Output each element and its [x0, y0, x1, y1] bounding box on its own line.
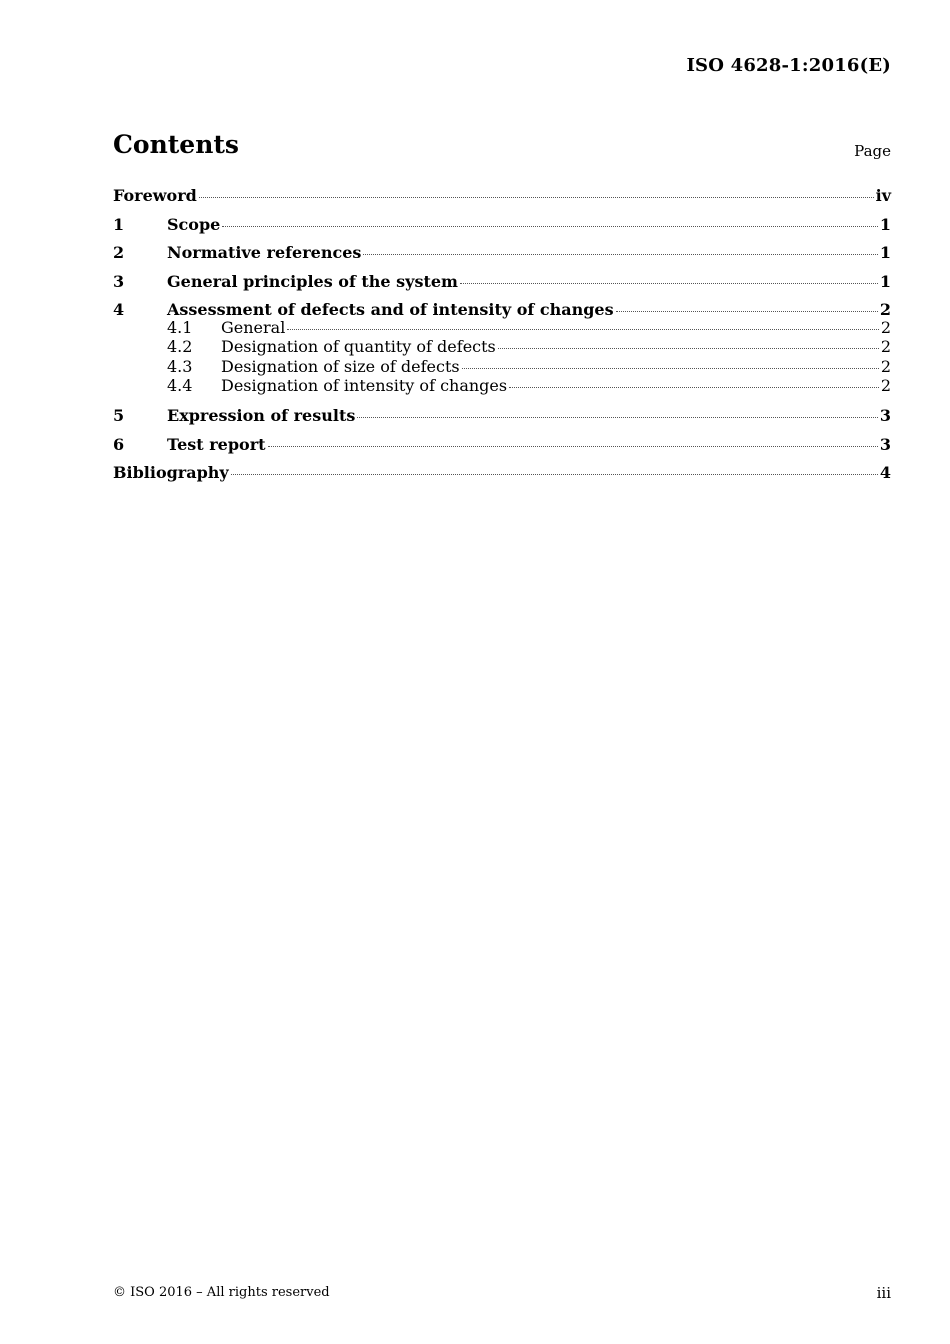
toc-entry-general-principles[interactable] — [113, 270, 891, 299]
dot-leader — [460, 283, 878, 284]
toc-entry-page: 1 — [879, 243, 891, 262]
toc-entry-expression-of-results[interactable] — [113, 404, 891, 433]
toc-entry-page: 2 — [879, 300, 891, 319]
footer-copyright: © ISO 2016 – All rights reserved — [113, 1285, 330, 1300]
toc-entry-page: 2 — [880, 318, 891, 337]
dot-leader — [616, 311, 878, 312]
toc-entry-label: Designation of intensity of changes — [221, 376, 508, 396]
toc-entry-label: Normative references — [167, 243, 362, 262]
toc-entry-page: 2 — [880, 376, 891, 396]
toc-entry-number: 4.1 — [167, 318, 193, 337]
toc-entry-page: 2 — [880, 356, 891, 376]
toc-entry-number: 5 — [113, 406, 125, 426]
toc-entry-number: 4.3 — [167, 356, 193, 376]
toc-entry-assessment-of-defects[interactable] — [113, 298, 891, 318]
toc-entry-label: Assessment of defects and of intensity of changes — [167, 300, 614, 319]
document-id: ISO 4628-1:2016(E) — [686, 55, 891, 76]
toc-entry-label: Designation of size of defects — [221, 356, 460, 376]
footer-page-number: iii — [876, 1284, 891, 1302]
dot-leader — [222, 226, 878, 227]
toc-entry-number: 1 — [113, 214, 125, 234]
toc-entry-number: 2 — [113, 243, 125, 262]
toc-entry-label: Bibliography — [113, 463, 229, 483]
dot-leader — [199, 197, 874, 198]
toc-entry-scope[interactable] — [113, 213, 891, 242]
toc-entry-page: 1 — [879, 214, 891, 234]
toc-entry-page: 3 — [879, 434, 891, 454]
dot-leader — [363, 254, 877, 255]
dot-leader — [462, 368, 879, 369]
toc-entry-foreword[interactable] — [113, 184, 891, 213]
toc-entry-number: 6 — [113, 434, 125, 454]
toc-entry-page: iv — [875, 186, 891, 205]
dot-leader — [498, 348, 879, 349]
contents-title: Contents — [113, 130, 240, 159]
toc-entry-test-report[interactable] — [113, 433, 891, 462]
toc-entry-label: Foreword — [113, 186, 197, 205]
toc-entry-page: 4 — [879, 463, 891, 483]
toc-entry-4-4-intensity-of-changes[interactable] — [113, 376, 891, 404]
dot-leader — [509, 387, 879, 388]
toc-entry-label: General principles of the system — [167, 271, 458, 291]
toc-entry-normative-references[interactable] — [113, 241, 891, 270]
toc-entry-4-2-quantity-of-defects[interactable] — [113, 337, 891, 356]
toc-entry-4-3-size-of-defects[interactable] — [113, 357, 891, 376]
toc-entry-label: Test report — [167, 434, 266, 454]
dot-leader — [357, 417, 878, 418]
toc-entry-number: 4 — [113, 300, 125, 319]
toc-entry-number: 3 — [113, 271, 125, 291]
toc-entry-page: 2 — [880, 337, 891, 357]
table-of-contents — [113, 184, 891, 490]
dot-leader — [287, 329, 878, 330]
toc-entry-number: 4.2 — [167, 337, 193, 357]
toc-entry-bibliography[interactable] — [113, 461, 891, 490]
page-column-label: Page — [854, 142, 891, 160]
toc-entry-label: Designation of quantity of defects — [221, 337, 496, 357]
toc-entry-page: 3 — [879, 406, 891, 426]
toc-entry-number: 4.4 — [167, 376, 193, 396]
toc-entry-label: Scope — [167, 214, 221, 234]
dot-leader — [231, 474, 878, 475]
dot-leader — [268, 446, 878, 447]
toc-entry-page: 1 — [879, 271, 891, 291]
toc-entry-label: General — [221, 318, 286, 337]
toc-entry-label: Expression of results — [167, 406, 356, 426]
